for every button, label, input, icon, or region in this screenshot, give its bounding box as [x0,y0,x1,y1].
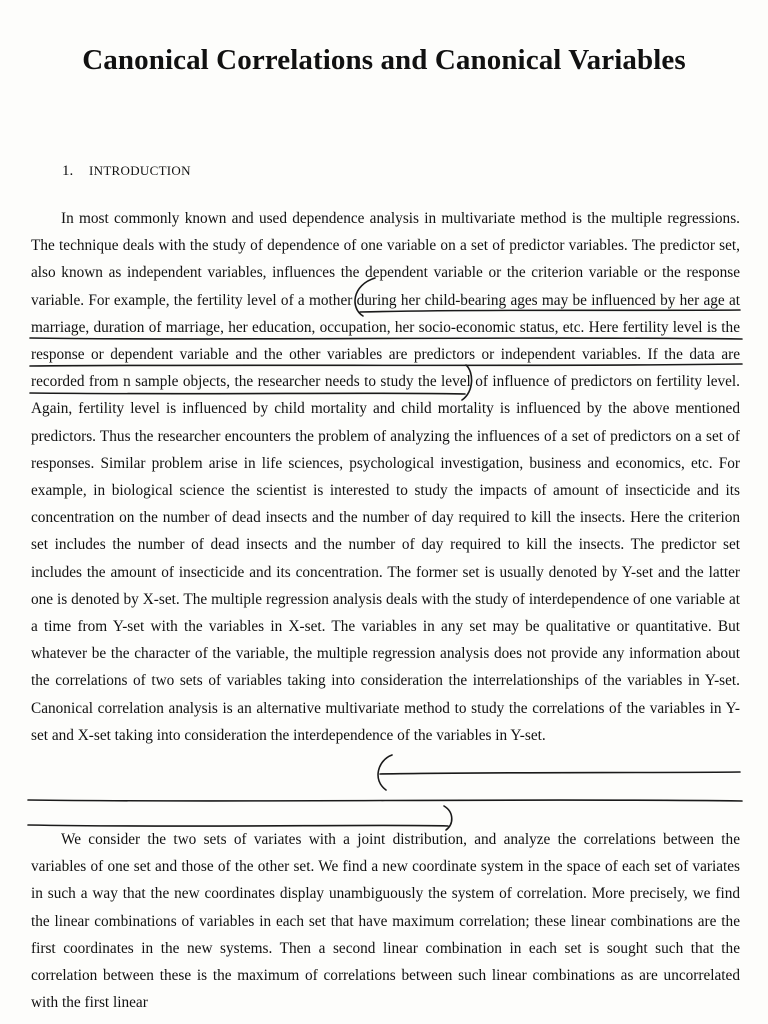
underline-6 [28,800,742,801]
section-number: 1. [62,163,74,179]
bracket-mark-3 [378,755,392,790]
body-paragraph-2: We consider the two sets of variates with a joint distribution, and analyze the correlations between the variables of one set and those of the other set. We find a new coordinate system in the space of each set of variates in such a way that the new coordinates display unambiguously the system of correlation. More precisely, we find the linear combinations of variables in each set that have maximum correlation; these linear combinations are the first coordinates in the new systems. Then a second linear combination in each set is sought such that the correlation between these is the maximum of correlations between such linear combinations as are uncorrelated with the first linear [31,831,740,1012]
underline-5 [380,772,740,774]
body-paragraph-1: In most commonly known and used dependence analysis in multivariate method is the multiple regressions. The technique deals with the study of dependence of one variable on a set of predictor variables. The predictor set, also known as independent variables, influences the dependent variable or the criterion variable or the response variable. For example, the fertility level of a mother during her child-bearing ages may be influenced by her age at marriage, duration of marriage, her education, occupation, her socio-economic status, etc. Here fertility level is the response or dependent variable and the other variables are predictors or independent variables. If the data are recorded from n sample objects, the researcher needs to study the level of influence of predictors on fertility level. Again, fertility level is influenced by child mortality and child mortality is influenced by the above mentioned predictors. Thus the researcher encounters the problem of analyzing the influences of a set of predictors on a set of responses. Similar problem arise in life sciences, psychological investigation, business and economics, etc. For example, in biological science the scientist is interested to study the impacts of amount of insecticide and its concentration on the number of dead insects and the number of day required to kill the insects. Here the criterion set includes the number of dead insects and the number of day required to kill the insects. The predictor set includes the amount of insecticide and its concentration. The former set is usually denoted by Y-set and the latter one is denoted by X-set. The multiple regression analysis deals with the study of interdependence of one variable at a time from Y-set with the variables in X-set. The variables in any set may be qualitative or quantitative. But whatever be the character of the variable, the multiple regression analysis does not provide any information about the correlations of two sets of variables taking into consideration the interrelationships of the variables in Y-set. Canonical correlation analysis is an alternative multivariate method to study the correlations of the variables in Y-set and X-set taking into consideration the interdependence of the variables in Y-set. [31,210,740,744]
section-title: INTRODUCTION [89,163,191,178]
section-heading [62,163,191,180]
page-title: Canonical Correlations and Canonical Variables [82,44,686,76]
